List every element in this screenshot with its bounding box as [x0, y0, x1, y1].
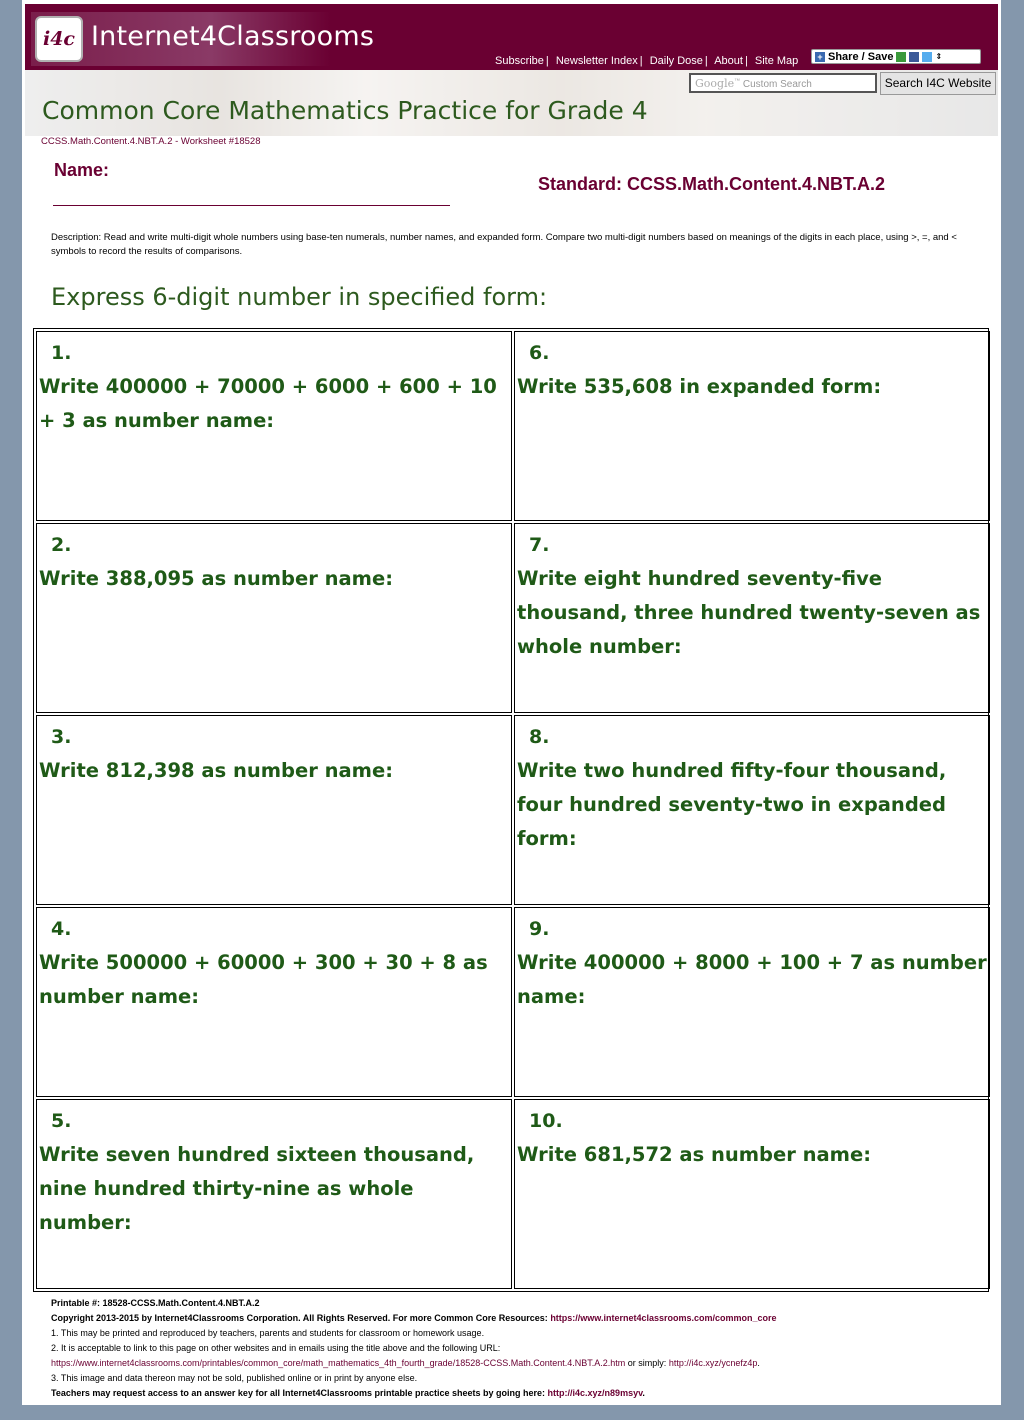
top-navigation: Subscribe | Newsletter Index | Daily Dose | About | Site Map — [495, 55, 799, 67]
twitter-icon — [922, 52, 932, 62]
footer-note-2: 2. It is acceptable to link to this page on other websites and in emails using the title above and the following URL: — [51, 1343, 501, 1353]
question-cell-3: 3. Write 812,398 as number name: — [36, 715, 512, 905]
question-cell-1: 1. Write 400000 + 70000 + 6000 + 600 + 10 + 3 as number name: — [36, 331, 512, 521]
worksheet-url-link[interactable]: https://www.internet4classrooms.com/printables/common_core/math_mathematics_4th_fourth_grade/18528-CCSS.Math.Content.4.NBT.A.2.htm — [51, 1358, 626, 1368]
name-underline — [53, 205, 450, 206]
search-button[interactable]: Search I4C Website — [880, 72, 996, 95]
answer-key-text: Teachers may request access to an answer key for all Internet4Classrooms printable practice sheets by going here: — [51, 1388, 546, 1398]
answer-key-link[interactable]: http://i4c.xyz/n89msyv — [547, 1388, 643, 1398]
copyright-text: Copyright 2013-2015 by Internet4Classrooms Corporation. All Rights Reserved. For more Common Core Resources: — [51, 1313, 548, 1323]
email-share-icon — [896, 52, 906, 62]
chevron-up-down-icon: ⇕ — [935, 52, 943, 61]
breadcrumb: CCSS.Math.Content.4.NBT.A.2 - Worksheet #18528 — [41, 136, 261, 147]
questions-table — [33, 328, 989, 1292]
site-banner — [25, 4, 998, 70]
nav-site-map[interactable]: Site Map — [754, 55, 799, 67]
page-title: Common Core Mathematics Practice for Grade 4 — [42, 96, 648, 125]
question-cell-2: 2. Write 388,095 as number name: — [36, 523, 512, 713]
name-label: Name: — [54, 160, 110, 180]
site-logo[interactable] — [31, 12, 375, 66]
short-url-link[interactable]: http://i4c.xyz/ycnefz4p — [668, 1358, 758, 1368]
question-cell-10: 10. Write 681,572 as number name: — [514, 1099, 990, 1289]
standard-label: Standard: CCSS.Math.Content.4.NBT.A.2 — [538, 174, 886, 194]
question-cell-4: 4. Write 500000 + 60000 + 300 + 30 + 8 as number name: — [36, 907, 512, 1097]
nav-about[interactable]: About — [714, 55, 743, 67]
logo-text: Internet4Classrooms — [91, 21, 375, 52]
facebook-icon — [909, 52, 919, 62]
question-cell-7: 7. Write eight hundred seventy-five thousand, three hundred twenty-seven as whole number: — [514, 523, 990, 713]
worksheet-page — [22, 0, 1001, 1405]
description: Description: Read and write multi-digit whole numbers using base-ten numerals, number names, and expanded form. Compare two multi-digit numbers based on meanings of the digits in each place, using >, =, and < symbols to record the results of comparisons. — [51, 232, 957, 257]
common-core-link[interactable]: https://www.internet4classrooms.com/common_core — [550, 1313, 777, 1323]
search-input[interactable]: Google™ Custom Search — [689, 73, 877, 93]
question-cell-8: 8. Write two hundred fifty-four thousand, four hundred seventy-two in expanded form: — [514, 715, 990, 905]
question-cell-9: 9. Write 400000 + 8000 + 100 + 7 as number name: — [514, 907, 990, 1097]
footer: Printable #: 18528-CCSS.Math.Content.4.NBT.A.2 Copyright 2013-2015 by Internet4Classrooms Corporation. All Rights Reserved. For more Common Core Resources: https://www.internet4classrooms.com/common_core 1. This may be printed and reproduced by teachers, parents and students for classroom or homework usage. 2. It is acceptable to link to this page on other websites and in emails using the title above and the following URL: https://www.internet4classrooms.com/printables/common_core/math_mathematics_4th_fourth_grade/18528-CCSS.Math.Content.4.NBT.A.2.htm or simply: http://i4c.xyz/ycnefz4p. 3. This image and data thereon may not be sold, published online or in print by anyone else. Teachers may request access to an answer key for all Internet4Classrooms printable practice sheets by going here: http://i4c.xyz/n89msyv. — [51, 1296, 991, 1401]
section-title: Express 6-digit number in specified form: — [51, 283, 548, 311]
nav-newsletter-index[interactable]: Newsletter Index — [555, 55, 638, 67]
printable-number: Printable #: 18528-CCSS.Math.Content.4.NBT.A.2 — [51, 1298, 260, 1308]
footer-note-1: 1. This may be printed and reproduced by teachers, parents and students for classroom or homework usage. — [51, 1328, 485, 1338]
question-cell-5: 5. Write seven hundred sixteen thousand, nine hundred thirty-nine as whole number: — [36, 1099, 512, 1289]
share-save-button[interactable]: + Share / Save ⇕ — [811, 49, 981, 64]
plus-icon: + — [815, 52, 825, 62]
question-cell-6: 6. Write 535,608 in expanded form: — [514, 331, 990, 521]
i4c-logo-icon: i4c — [35, 16, 83, 62]
footer-note-3: 3. This image and data thereon may not be sold, published online or in print by anyone else. — [51, 1373, 418, 1383]
nav-daily-dose[interactable]: Daily Dose — [649, 55, 703, 67]
nav-subscribe[interactable]: Subscribe — [495, 55, 544, 67]
